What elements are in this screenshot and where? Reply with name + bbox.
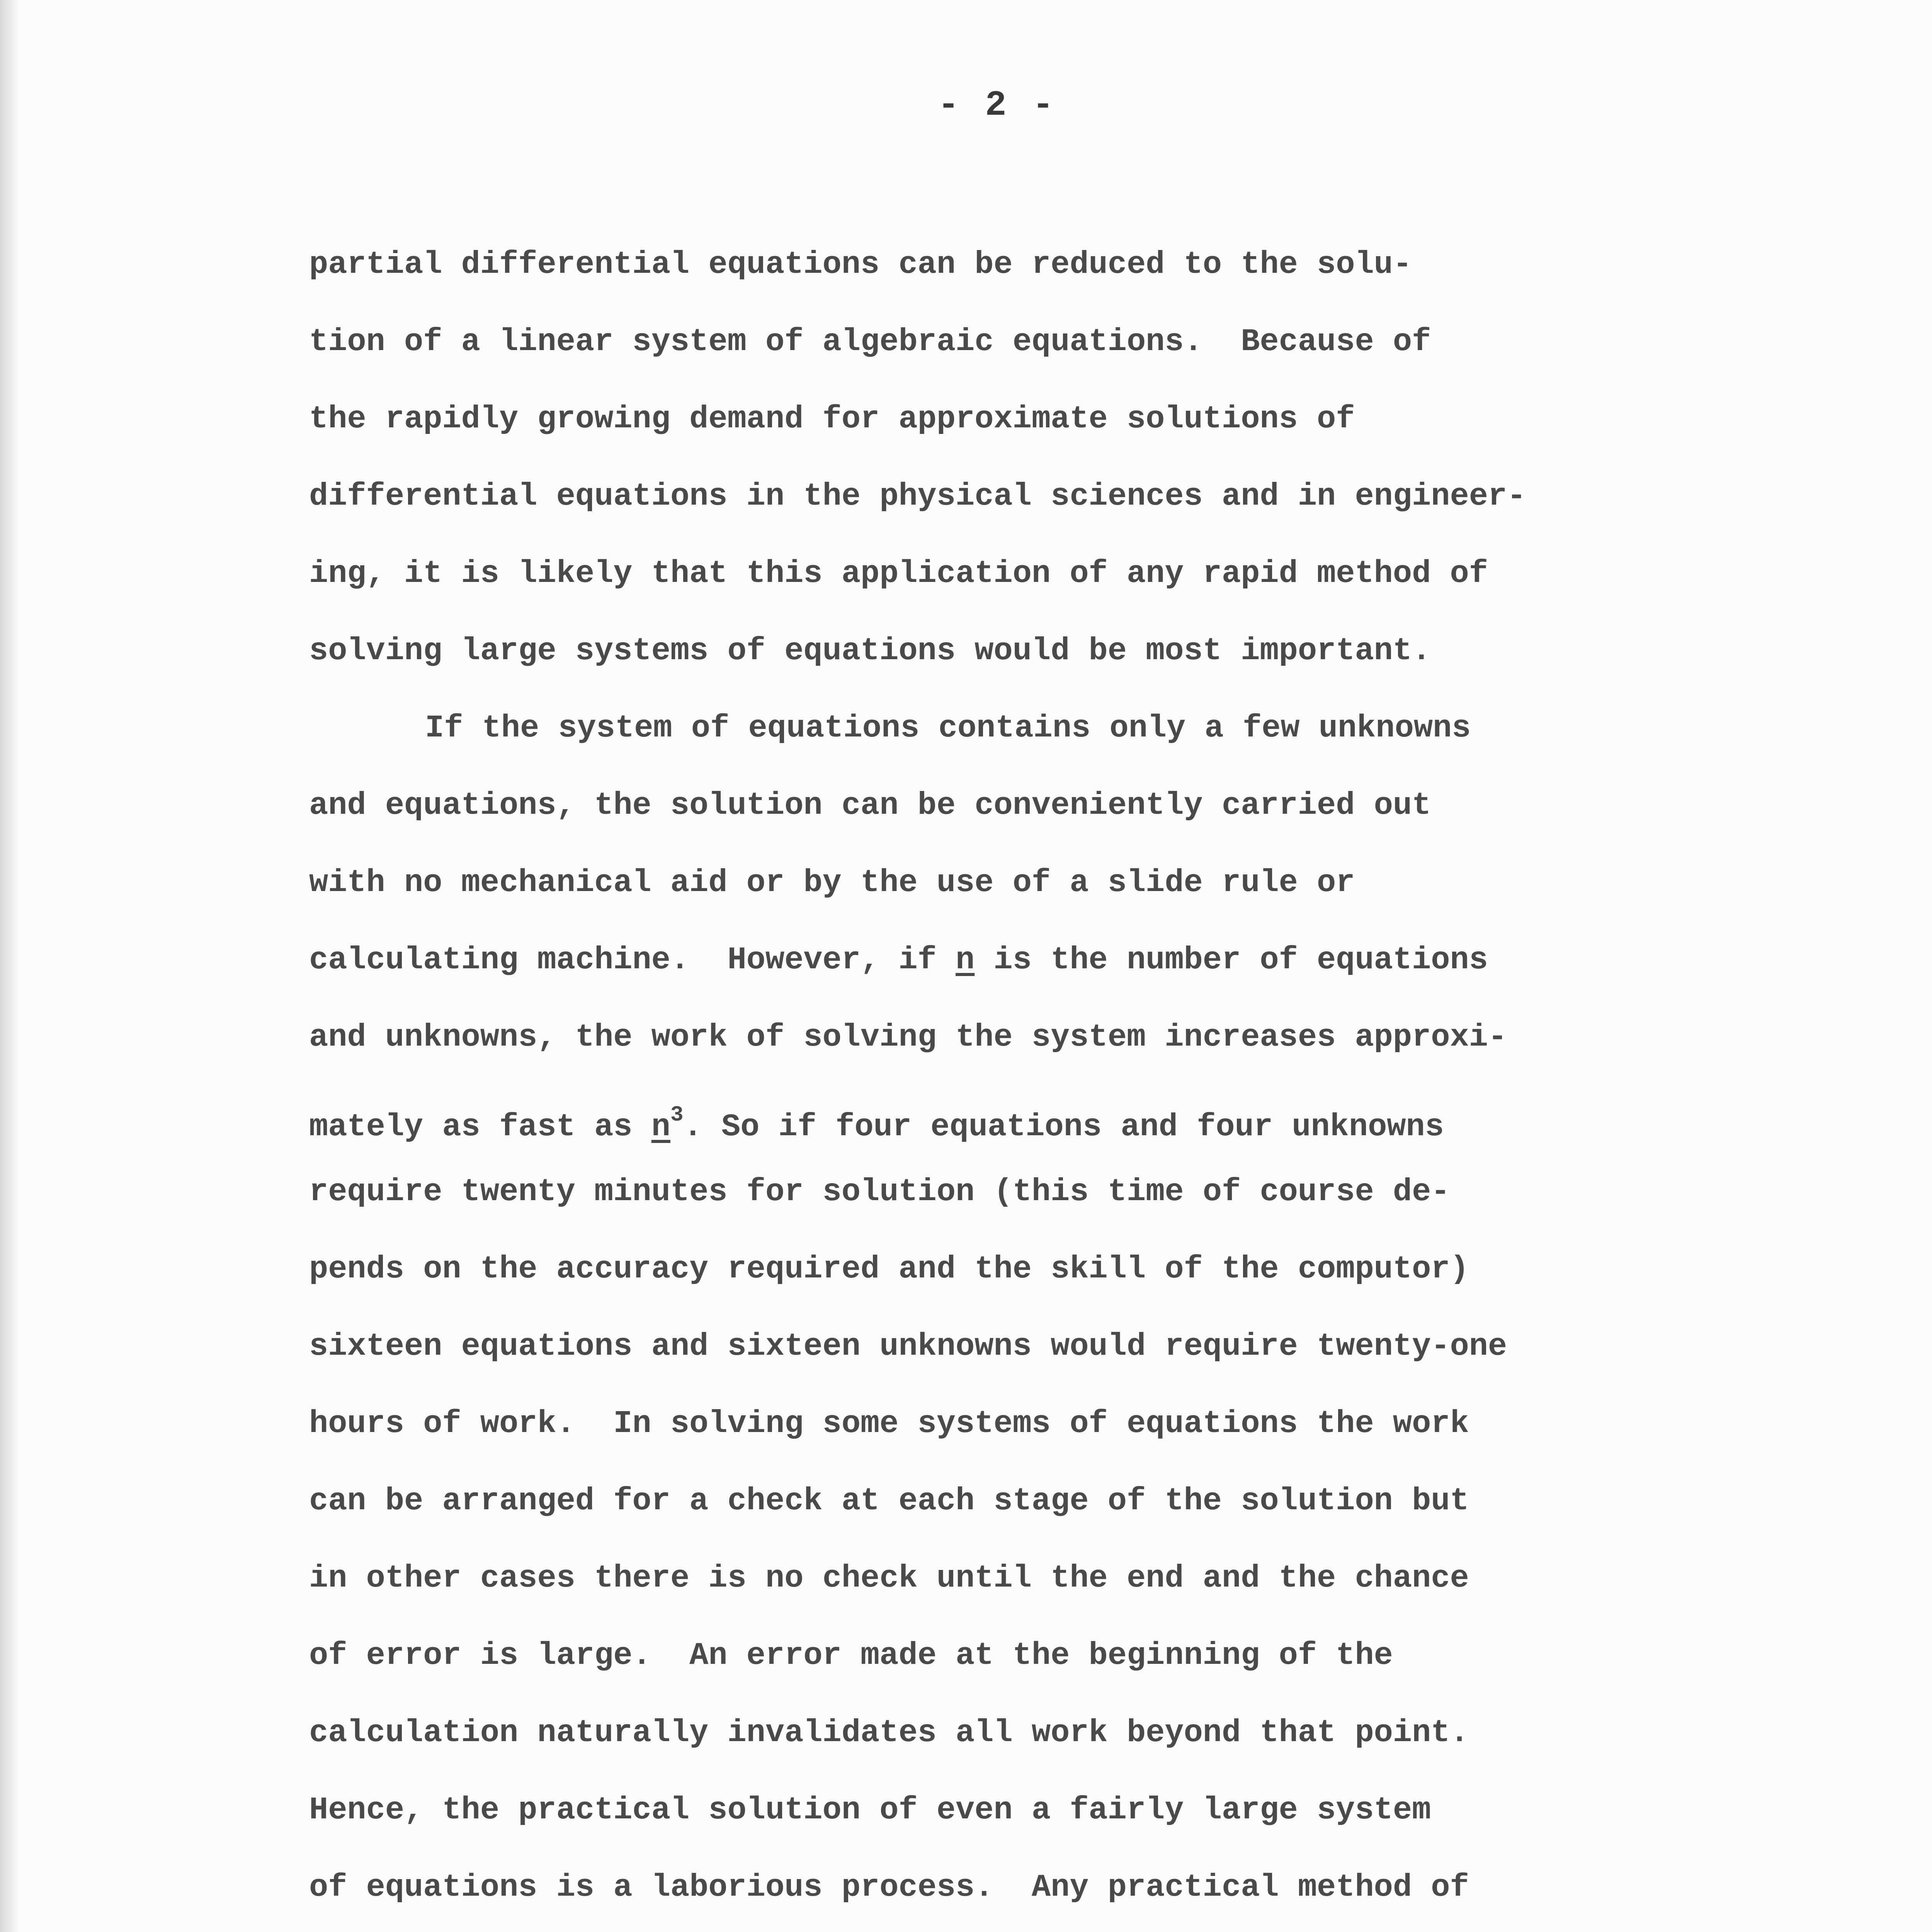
text-line	[309, 1090, 1444, 1145]
variable-n: n	[956, 942, 975, 978]
text-line: differential equations in the physical sciences and in engineer-	[309, 478, 1526, 514]
text-line: solving large systems of equations would be most important.	[309, 633, 1431, 669]
text-line: tion of a linear system of algebraic equations. Because of	[309, 324, 1431, 360]
text-segment: . So if four equations and four unknowns	[683, 1109, 1444, 1145]
text-line: partial differential equations can be reduced to the solu-	[309, 247, 1412, 282]
text-line: the rapidly growing demand for approximate solutions of	[309, 401, 1355, 437]
page-edge-shadow-left	[0, 0, 19, 1932]
text-line: calculation naturally invalidates all work beyond that point.	[309, 1715, 1469, 1751]
text-line: and equations, the solution can be conveniently carried out	[309, 787, 1431, 823]
text-line: of error is large. An error made at the beginning of the	[309, 1638, 1393, 1673]
superscript-exponent: 3	[670, 1102, 684, 1127]
text-line	[309, 935, 1488, 985]
text-line: and unknowns, the work of solving the system increases approxi-	[309, 1019, 1507, 1055]
text-segment: calculating machine. However, if	[309, 942, 956, 978]
text-line: with no mechanical aid or by the use of a slide rule or	[309, 865, 1355, 901]
text-line: sixteen equations and sixteen unknowns would require twenty-one	[309, 1328, 1507, 1364]
text-line: If the system of equations contains only a few unknowns	[425, 710, 1471, 746]
text-line: in other cases there is no check until the end and the chance	[309, 1560, 1469, 1596]
text-line: of equations is a laborious process. Any practical method of	[309, 1869, 1469, 1905]
text-line: ing, it is likely that this application of any rapid method of	[309, 556, 1488, 592]
variable-n: n	[651, 1109, 670, 1145]
text-line: pends on the accuracy required and the skill of the computor)	[309, 1251, 1469, 1287]
page-number: - 2 -	[937, 85, 1056, 126]
text-line: hours of work. In solving some systems of equations the work	[309, 1406, 1469, 1442]
text-line: can be arranged for a check at each stage of the solution but	[309, 1483, 1469, 1519]
text-segment: mately as fast as	[309, 1109, 651, 1145]
text-segment: is the number of equations	[975, 942, 1488, 978]
text-line: Hence, the practical solution of even a fairly large system	[309, 1792, 1431, 1828]
text-line: require twenty minutes for solution (this time of course de-	[309, 1174, 1450, 1210]
